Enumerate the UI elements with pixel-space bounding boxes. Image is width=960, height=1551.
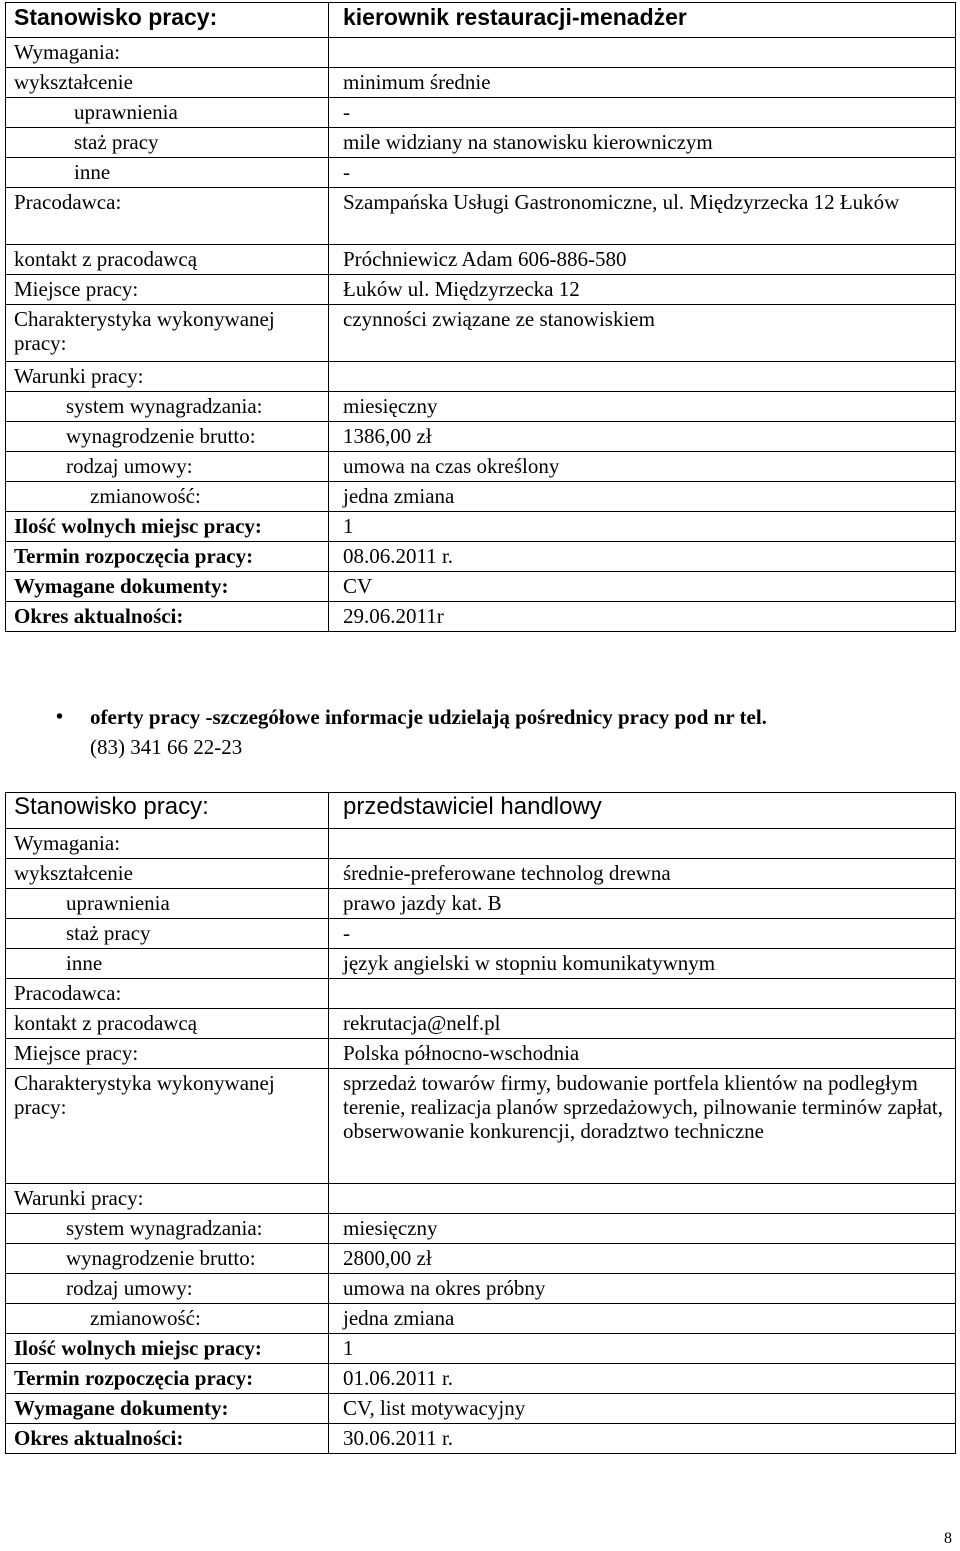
conditions-label: Warunki pracy:	[6, 1184, 329, 1214]
contact-label: kontakt z pracodawcą	[6, 1009, 329, 1039]
notice-phone: (83) 341 66 22-23	[90, 735, 243, 759]
page-number: 8	[944, 1530, 952, 1547]
valid-value: 30.06.2011 r.	[329, 1424, 956, 1454]
employer-value	[329, 979, 956, 1009]
contact-notice	[56, 702, 936, 762]
licenses-value: prawo jazdy kat. B	[329, 889, 956, 919]
vacancies-label: Ilość wolnych miejsc pracy:	[6, 512, 329, 542]
contract-label: rodzaj umowy:	[6, 1274, 329, 1304]
education-label: wykształcenie	[6, 859, 329, 889]
shifts-label: zmianowość:	[6, 1304, 329, 1334]
employer-label: Pracodawca:	[6, 188, 329, 245]
experience-value: -	[329, 919, 956, 949]
characteristics-value: czynności związane ze stanowiskiem	[329, 305, 956, 362]
bullet-icon: •	[56, 706, 64, 728]
experience-label: staż pracy	[6, 919, 329, 949]
shifts-value: jedna zmiana	[329, 1304, 956, 1334]
gross-pay-value: 2800,00 zł	[329, 1244, 956, 1274]
documents-label: Wymagane dokumenty:	[6, 1394, 329, 1424]
requirements-label: Wymagania:	[6, 38, 329, 68]
other-value: język angielski w stopniu komunikatywnym	[329, 949, 956, 979]
position-label: Stanowisko pracy:	[6, 3, 329, 38]
gross-pay-label: wynagrodzenie brutto:	[6, 422, 329, 452]
employer-value: Szampańska Usługi Gastronomiczne, ul. Międzyrzecka 12 Łuków	[329, 188, 956, 245]
other-label: inne	[6, 949, 329, 979]
contact-value: rekrutacja@nelf.pl	[329, 1009, 956, 1039]
licenses-label: uprawnienia	[6, 98, 329, 128]
start-label: Termin rozpoczęcia pracy:	[6, 1364, 329, 1394]
job-offer-table-1	[5, 2, 956, 632]
conditions-label: Warunki pracy:	[6, 362, 329, 392]
experience-label: staż pracy	[6, 128, 329, 158]
pay-system-value: miesięczny	[329, 392, 956, 422]
position-value: kierownik restauracji-menadżer	[329, 3, 956, 38]
requirements-value	[329, 829, 956, 859]
start-value: 01.06.2011 r.	[329, 1364, 956, 1394]
shifts-value: jedna zmiana	[329, 482, 956, 512]
other-value: -	[329, 158, 956, 188]
employer-label: Pracodawca:	[6, 979, 329, 1009]
valid-label: Okres aktualności:	[6, 602, 329, 632]
gross-pay-value: 1386,00 zł	[329, 422, 956, 452]
start-value: 08.06.2011 r.	[329, 542, 956, 572]
conditions-value	[329, 1184, 956, 1214]
pay-system-value: miesięczny	[329, 1214, 956, 1244]
vacancies-value: 1	[329, 1334, 956, 1364]
documents-value: CV	[329, 572, 956, 602]
workplace-value: Polska północno-wschodnia	[329, 1039, 956, 1069]
documents-label: Wymagane dokumenty:	[6, 572, 329, 602]
position-label: Stanowisko pracy:	[6, 793, 329, 829]
workplace-label: Miejsce pracy:	[6, 1039, 329, 1069]
pay-system-label: system wynagradzania:	[6, 1214, 329, 1244]
contact-value: Próchniewicz Adam 606-886-580	[329, 245, 956, 275]
notice-text: oferty pracy -szczegółowe informacje udzielają pośrednicy pracy pod nr tel.	[90, 705, 767, 729]
characteristics-value: sprzedaż towarów firmy, budowanie portfela klientów na podległym terenie, realizacja planów sprzedażowych, pilnowanie terminów zapłat, obserwowanie konkurencji, doradztwo techniczne	[329, 1069, 956, 1184]
contract-label: rodzaj umowy:	[6, 452, 329, 482]
licenses-label: uprawnienia	[6, 889, 329, 919]
documents-value: CV, list motywacyjny	[329, 1394, 956, 1424]
contract-value: umowa na czas określony	[329, 452, 956, 482]
vacancies-label: Ilość wolnych miejsc pracy:	[6, 1334, 329, 1364]
valid-label: Okres aktualności:	[6, 1424, 329, 1454]
position-value: przedstawiciel handlowy	[329, 793, 956, 829]
vacancies-value: 1	[329, 512, 956, 542]
gross-pay-label: wynagrodzenie brutto:	[6, 1244, 329, 1274]
workplace-label: Miejsce pracy:	[6, 275, 329, 305]
contact-label: kontakt z pracodawcą	[6, 245, 329, 275]
conditions-value	[329, 362, 956, 392]
pay-system-label: system wynagradzania:	[6, 392, 329, 422]
job-offer-table-2	[5, 792, 956, 1454]
education-label: wykształcenie	[6, 68, 329, 98]
contract-value: umowa na okres próbny	[329, 1274, 956, 1304]
shifts-label: zmianowość:	[6, 482, 329, 512]
requirements-value	[329, 38, 956, 68]
experience-value: mile widziany na stanowisku kierowniczym	[329, 128, 956, 158]
other-label: inne	[6, 158, 329, 188]
education-value: średnie-preferowane technolog drewna	[329, 859, 956, 889]
education-value: minimum średnie	[329, 68, 956, 98]
start-label: Termin rozpoczęcia pracy:	[6, 542, 329, 572]
characteristics-label: Charakterystyka wykonywanej pracy:	[6, 1069, 329, 1184]
requirements-label: Wymagania:	[6, 829, 329, 859]
characteristics-label: Charakterystyka wykonywanej pracy:	[6, 305, 329, 362]
workplace-value: Łuków ul. Międzyrzecka 12	[329, 275, 956, 305]
licenses-value: -	[329, 98, 956, 128]
valid-value: 29.06.2011r	[329, 602, 956, 632]
